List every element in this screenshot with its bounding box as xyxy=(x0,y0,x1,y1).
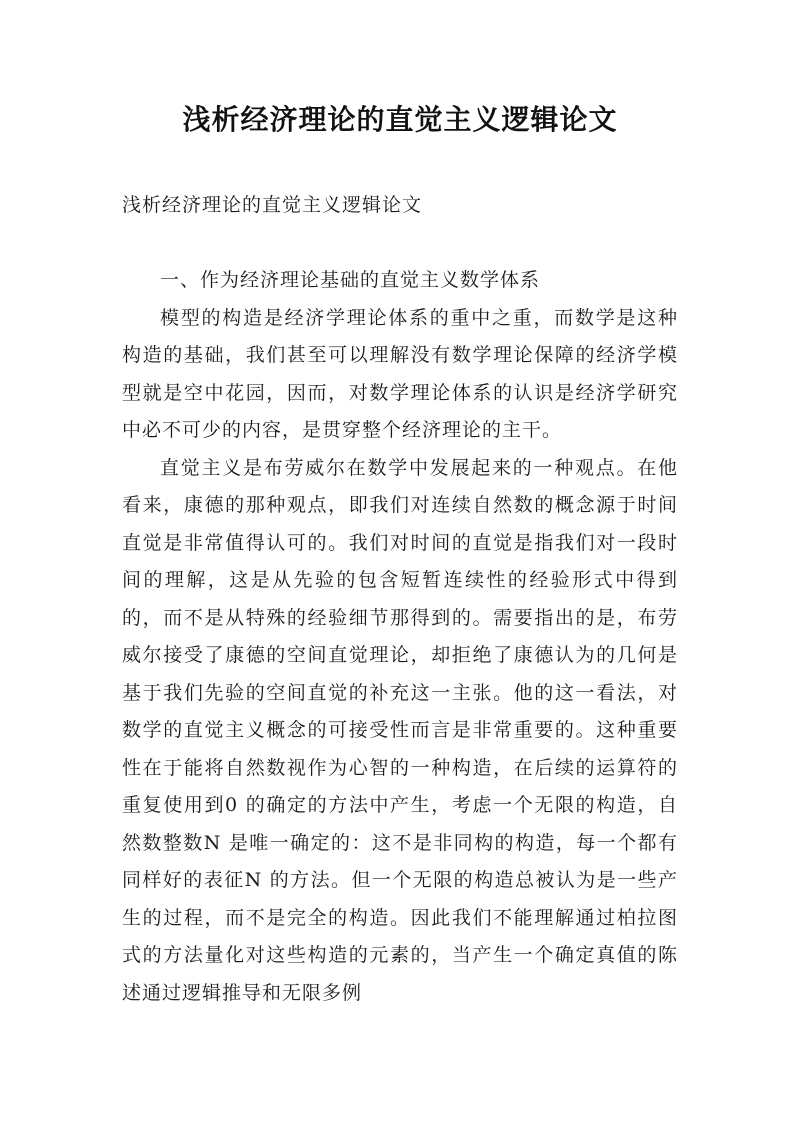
paragraph: 直觉主义是布劳威尔在数学中发展起来的一种观点。在他看来，康德的那种观点，即我们对连续自然数的概念源于时间直觉是非常值得认可的。我们对时间的直觉是指我们对一段时间的理解，这是从先验的包含短暂连续性的经验形式中得到的，而不是从特殊的经验细节那得到的。需要指出的是，布劳威尔接受了康德的空间直觉理论，却拒绝了康德认为的几何是基于我们先验的空间直觉的补充这一主张。他的这一看法，对数学的直觉主义概念的可接受性而言是非常重要的。这种重要性在于能将自然数视作为心智的一种构造，在后续的运算符的重复使用到0 的确定的方法中产生，考虑一个无限的构造，自然数整数N 是唯一确定的：这不是非同构的构造，每一个都有同样好的表征N 的方法。但一个无限的构造总被认为是一些产生的过程，而不是完全的构造。因此我们不能理解通过柏拉图式的方法量化对这些构造的元素的，当产生一个确定真值的陈述通过逻辑推导和无限多例 xyxy=(122,456,678,1004)
section-heading: 一、作为经济理论基础的直觉主义数学体系 xyxy=(160,269,541,291)
document-body xyxy=(122,262,678,1012)
paragraph: 模型的构造是经济学理论体系的重中之重，而数学是这种构造的基础，我们甚至可以理解没有数学理论保障的经济学模型就是空中花园，因而，对数学理论体系的认识是经济学研究中必不可少的内容，是贯穿整个经济理论的主干。 xyxy=(122,306,678,441)
document-subtitle: 浅析经济理论的直觉主义逻辑论文 xyxy=(122,194,423,216)
document-title: 浅析经济理论的直觉主义逻辑论文 xyxy=(182,103,618,136)
